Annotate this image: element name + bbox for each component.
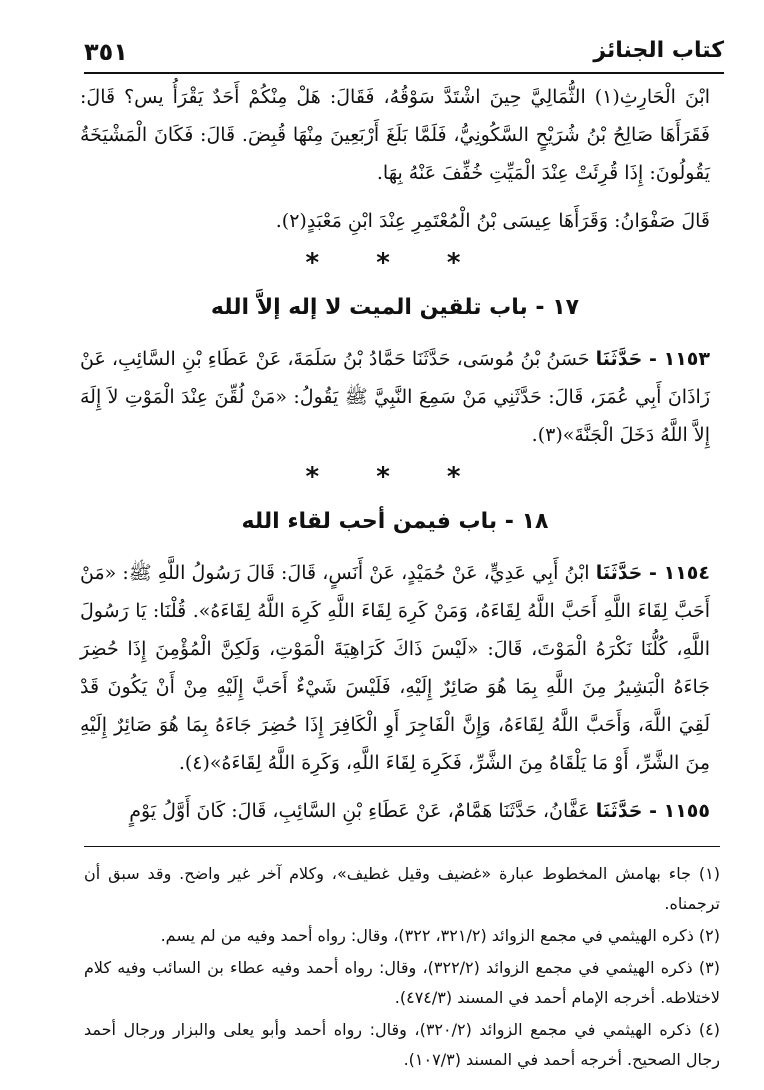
hadith-text: حَسَنُ بْنُ مُوسَى، حَدَّثَنَا حَمَّادُ بْنُ سَلَمَةَ، عَنْ عَطَاءِ بْنِ السَّائِبِ، عَنْ زَاذَانَ أَبِي عُمَرَ، قَالَ: حَدَّثَنِي مَنْ سَمِعَ النَّبِيَّ ﷺ يَقُولُ: «مَنْ لُقِّنَ عِنْدَ الْمَوْتِ لاَ إِلَهَ إِلاَّ اللَّهُ دَخَلَ الْجَنَّةَ»(٣). <box>80 348 710 446</box>
hadith-1155 <box>80 792 710 830</box>
main-text <box>80 78 710 830</box>
footnote-3: (٣) ذكره الهيثمي في مجمع الزوائد (٣٢٢/٢)، وقال: رواه أحمد وفيه عطاء بن السائب وفيه كلام لاختلاطه. أخرجه الإمام أحمد في المسند (٤٧٤/٣). <box>84 958 720 1007</box>
footnote-2: (٢) ذكره الهيثمي في مجمع الزوائد (٣٢١/٢، ٣٢٢)، وقال: رواه أحمد وفيه من لم يسم. <box>160 926 720 945</box>
running-title: كتاب الجنائز <box>593 38 724 63</box>
hadith-text: ابْنُ أَبِي عَدِيٍّ، عَنْ حُمَيْدٍ، عَنْ أَنَسٍ، قَالَ: قَالَ رَسُولُ اللَّهِ ﷺ: «مَنْ أَحَبَّ لِقَاءَ اللَّهِ أَحَبَّ اللَّهُ لِقَاءَهُ، وَمَنْ كَرِهَ لِقَاءَ اللَّهِ كَرِهَ اللَّهُ لِقَاءَهُ». قُلْنَا: يَا رَسُولَ اللَّهِ، كُلُّنَا نَكْرَهُ الْمَوْتَ، قَالَ: «لَيْسَ ذَاكَ كَرَاهِيَةَ الْمَوْتِ، وَلَكِنَّ الْمُؤْمِنَ إِذَا حُضِرَ جَاءَهُ الْبَشِيرُ مِنَ اللَّهِ بِمَا هُوَ صَائِرٌ إِلَيْهِ، فَلَيْسَ شَيْءٌ أَحَبَّ إِلَيْهِ مِنْ أَنْ يَكُونَ قَدْ لَقِيَ اللَّهَ، وَأَحَبَّ اللَّهُ لِقَاءَهُ، وَإِنَّ الْفَاجِرَ أَوِ الْكَافِرَ إِذَا حُضِرَ جَاءَهُ بِمَا هُوَ صَائِرٌ إِلَيْهِ مِنَ الشَّرِّ، أَوْ مَا يَلْقَاهُ مِنَ الشَّرِّ، فَكَرِهَ لِقَاءَ اللَّهِ، وَكَرِهَ اللَّهُ لِقَاءَهُ»(٤). <box>80 562 710 774</box>
hadith-text: عَفَّانُ، حَدَّثَنَا هَمَّامٌ، عَنْ عَطَاءِ بْنِ السَّائِبِ، قَالَ: كَانَ أَوَّلُ يَوْمٍ <box>129 800 590 822</box>
paragraph-continuation: ابْنَ الْحَارِثِ(١) الثُّمَالِيَّ حِينَ اشْتَدَّ سَوْقُهُ، فَقَالَ: هَلْ مِنْكُمْ أَحَدٌ يَقْرَأُ يس؟ قَالَ: فَقَرَأَهَا صَالِحُ بْنُ شُرَيْحٍ السَّكُونِيُّ، فَلَمَّا بَلَغَ أَرْبَعِينَ مِنْهَا قُبِضَ. قَالَ: فَكَانَ الْمَشْيَخَةُ يَقُولُونَ: إِذَا قُرِئَتْ عِنْدَ الْمَيِّتِ خُفِّفَ عَنْهُ بِهَا. <box>80 86 710 184</box>
chapter-heading-18: ١٨ - باب فيمن أحب لقاء الله <box>241 509 549 534</box>
footnote-4: (٤) ذكره الهيثمي في مجمع الزوائد (٣٢٠/٢)، وقال: رواه أحمد وأبو يعلى والبزار ورجال أحمد رجال الصحيح. أخرجه أحمد في المسند (١٠٧/٣). <box>84 1020 720 1069</box>
section-separator: * * * <box>305 462 485 492</box>
footnotes <box>84 846 720 1077</box>
paragraph-safwan: قَالَ صَفْوَانُ: وَقَرَأَهَا عِيسَى بْنُ الْمُعْتَمِرِ عِنْدَ ابْنِ مَعْبَدٍ(٢). <box>275 210 710 232</box>
page-header <box>84 32 724 74</box>
chapter-heading-17: ١٧ - باب تلقين الميت لا إله إلاَّ الله <box>210 295 580 320</box>
page-number: ٣٥١ <box>84 38 128 66</box>
hadith-number: ١١٥٥ - حَدَّثَنَا <box>595 800 710 822</box>
footnote-1: (١) جاء بهامش المخطوط عبارة «غضيف وقيل غطيف»، وكلام آخر غير واضح. وقد سبق أن ترجمناه. <box>84 864 720 913</box>
hadith-number: ١١٥٣ - حَدَّثَنَا <box>595 348 710 370</box>
hadith-1154 <box>80 554 710 782</box>
section-separator: * * * <box>305 248 485 278</box>
hadith-1153 <box>80 340 710 454</box>
hadith-number: ١١٥٤ - حَدَّثَنَا <box>595 562 710 584</box>
